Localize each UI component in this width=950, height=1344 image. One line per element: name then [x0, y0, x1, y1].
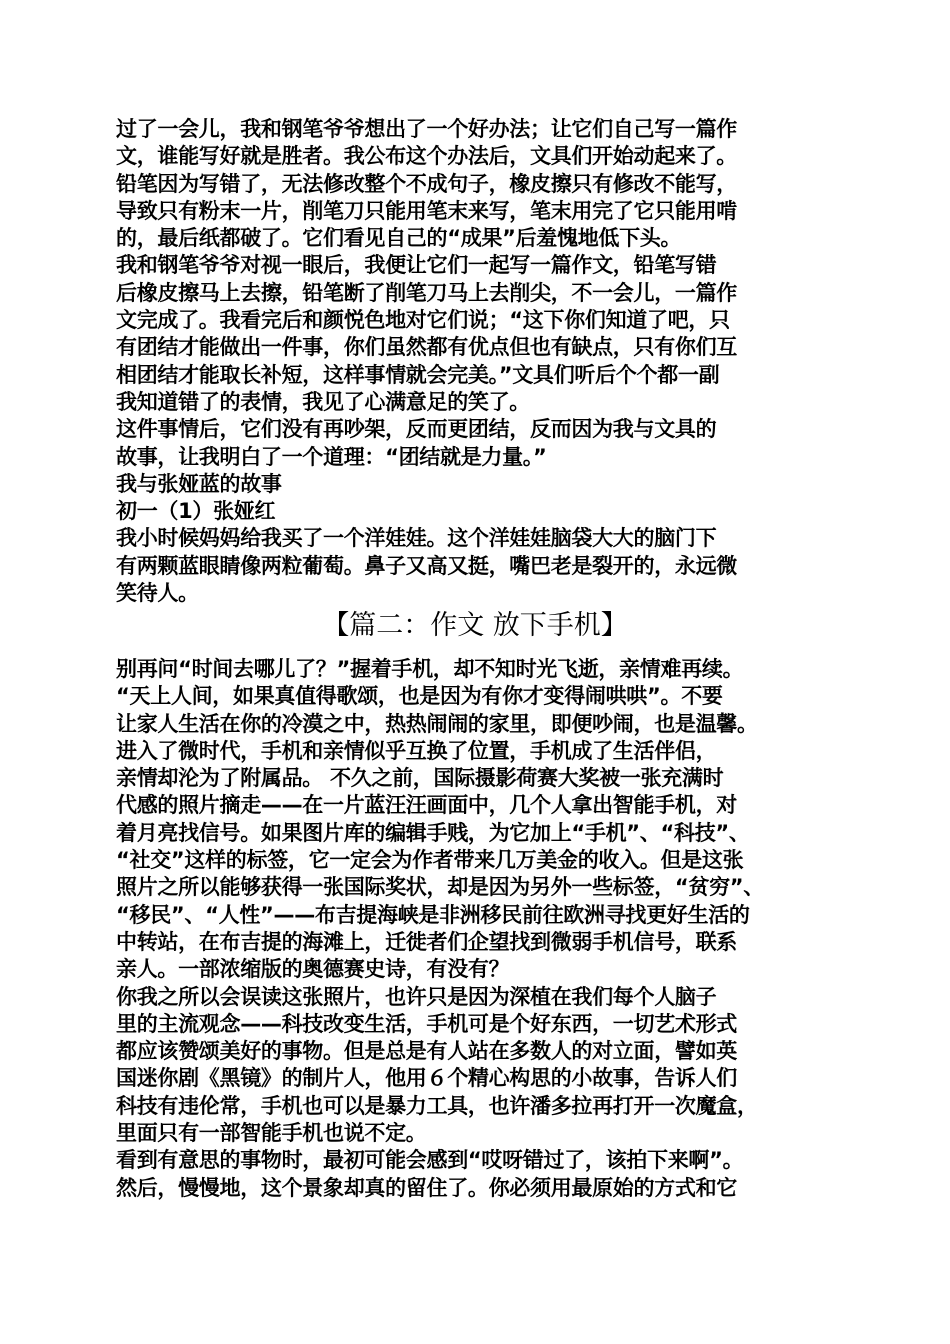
text-line: 故事，让我明白了一个道理：“团结就是力量。”	[116, 444, 547, 469]
text-line: 照片之所以能够获得一张国际奖状，却是因为另外一些标签，“贫穷”、	[116, 875, 765, 900]
text-line: 代感的照片摘走——在一片蓝汪汪画面中，几个人拿出智能手机，对	[116, 793, 737, 818]
text-line: 我知道错了的表情，我见了心满意足的笑了。	[116, 389, 530, 414]
text-line: 过了一会儿，我和钢笔爷爷想出了一个好办法；让它们自己写一篇作	[116, 117, 737, 141]
text-line: 笑待人。	[116, 581, 199, 606]
text-line: 这件事情后，它们没有再吵架，反而更团结，反而因为我与文具的	[116, 417, 717, 442]
text-line: 相团结才能取长补短，这样事情就会完美。”文具们听后个个都一副	[116, 362, 720, 387]
text-line: 让家人生活在你的冷漠之中，热热闹闹的家里，即便吵闹，也是温馨。	[116, 711, 758, 736]
author-line: 初一（1）张娅红	[116, 499, 276, 524]
text-line: 中转站，在布吉提的海滩上，迁徙者们企望找到微弱手机信号，联系	[116, 929, 737, 954]
text-line: 后橡皮擦马上去擦，铅笔断了削笔刀马上去削尖，不一会儿，一篇作	[116, 280, 737, 305]
text-line: 有两颗蓝眼睛像两粒葡萄。鼻子又高又挺，嘴巴老是裂开的，永远微	[116, 553, 737, 578]
text-line: 我小时候妈妈给我买了一个洋娃娃。这个洋娃娃脑袋大大的脑门下	[116, 526, 717, 551]
text-line: 亲情却沦为了附属品。 不久之前，国际摄影荷赛大奖被一张充满时	[116, 766, 724, 791]
text-line: 里的主流观念——科技改变生活，手机可是个好东西，一切艺术形式	[116, 1011, 737, 1036]
text-line: 国迷你剧《黑镜》的制片人，他用６个精心构思的小故事，告诉人们	[116, 1066, 737, 1091]
text-line: 的，最后纸都破了。它们看见自己的“成果”后羞愧地低下头。	[116, 226, 682, 251]
text-line: 你我之所以会误读这张照片，也许只是因为深植在我们每个人脑子	[116, 984, 717, 1009]
text-line: 铅笔因为写错了，无法修改整个不成句子，橡皮擦只有修改不能写，	[116, 171, 737, 196]
text-line: 看到有意思的事物时，最初可能会感到“哎呀错过了，该拍下来啊”。	[116, 1148, 744, 1173]
text-line: 进入了微时代，手机和亲情似乎互换了位置，手机成了生活伴侣，	[116, 738, 717, 763]
text-line: “移民”、“人性”——布吉提海峡是非洲移民前往欧洲寻找更好生活的	[116, 902, 750, 927]
text-line: 导致只有粉末一片，削笔刀只能用笔末来写，笔末用完了它只能用啃	[116, 198, 737, 223]
text-line: 有团结才能做出一件事，你们虽然都有优点但也有缺点，只有你们互	[116, 335, 737, 360]
text-line: 都应该赞颂美好的事物。但是总是有人站在多数人的对立面，譬如英	[116, 1039, 737, 1064]
text-line: 别再问“时间去哪儿了？”握着手机，却不知时光飞逝，亲情难再续。	[116, 657, 744, 681]
text-line: “社交”这样的标签，它一定会为作者带来几万美金的收入。但是这张	[116, 848, 744, 873]
text-line: 着月亮找信号。如果图片库的编辑手贱，为它加上“手机”、“科技”、	[116, 820, 750, 845]
story-title: 我与张娅蓝的故事	[116, 471, 282, 496]
essay-text-block	[116, 656, 851, 1202]
text-line: 科技有违伦常，手机也可以是暴力工具，也许潘多拉再打开一次魔盒，	[116, 1093, 758, 1118]
text-line: 文，谁能写好就是胜者。我公布这个办法后，文具们开始动起来了。	[116, 144, 737, 169]
text-line: 里面只有一部智能手机也说不定。	[116, 1121, 427, 1146]
section-heading: 【篇二：作文 放下手机】	[322, 610, 628, 641]
text-line: “天上人间，如果真值得歌颂，也是因为有你才变得闹哄哄”。不要	[116, 684, 723, 709]
text-line: 亲人。一部浓缩版的奥德赛史诗，有没有？	[116, 957, 510, 982]
story-text-block	[116, 116, 851, 607]
text-line: 我和钢笔爷爷对视一眼后，我便让它们一起写一篇作文，铅笔写错	[116, 253, 717, 278]
text-line: 文完成了。我看完后和颜悦色地对它们说；“这下你们知道了吧，只	[116, 308, 730, 333]
text-line: 然后，慢慢地，这个景象却真的留住了。你必须用最原始的方式和它	[116, 1175, 737, 1200]
